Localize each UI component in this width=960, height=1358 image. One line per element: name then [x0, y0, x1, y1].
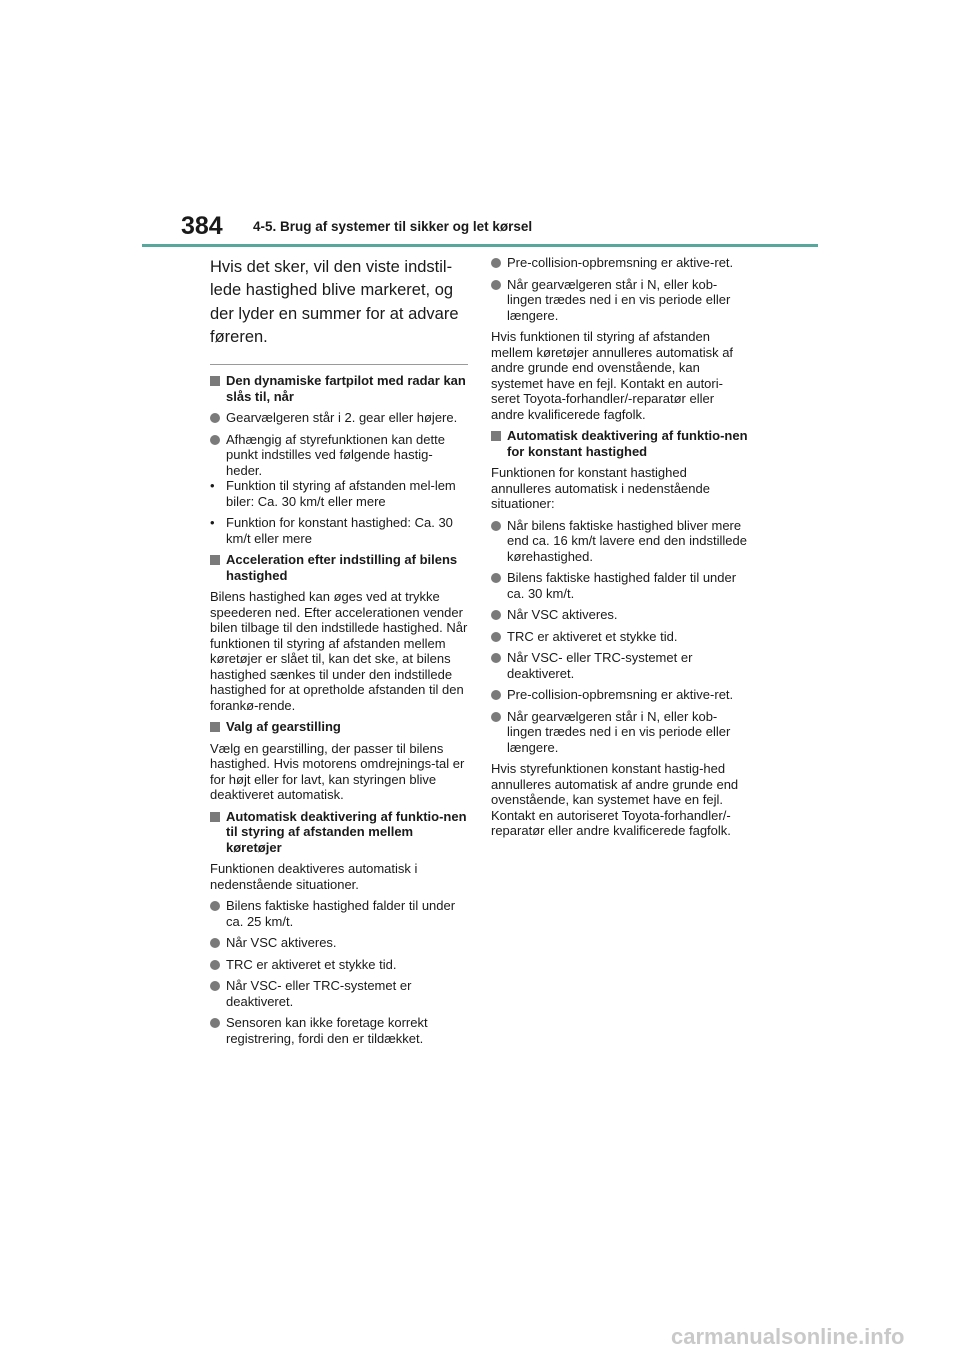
paragraph: Hvis styrefunktionen konstant hastig-hed annulleres automatisk af andre grunde end ovenstående, kan systemet have en fejl. Kontakt en autoriseret Toyota-forhandler/-reparatør eller andre kvalificerede fagfolk. [491, 761, 739, 838]
list-item [491, 687, 749, 703]
list-item-text: Bilens faktiske hastighed falder til under ca. 30 km/t. [507, 570, 737, 601]
dot-marker-icon: • [210, 478, 215, 494]
paragraph: Hvis funktionen til styring af afstanden mellem køretøjer annulleres automatisk af andre grunde end ovenstående, kan systemet have en fejl. Kontakt en autori-seret Toyota-forhandler/-reparatør eller andre kvalificerede fagfolk. [491, 329, 734, 422]
list-item [210, 1015, 468, 1046]
section-heading [210, 719, 468, 735]
watermark: carmanualsonline.info [671, 1324, 905, 1349]
section-heading [210, 809, 468, 856]
list-item-text: Når VSC aktiveres. [507, 607, 618, 622]
circle-bullet-icon [491, 610, 501, 620]
list-item-text: Afhængig af styrefunktionen kan dette punkt indstilles ved følgende hastig-heder. [226, 431, 445, 478]
list-item-text: Når VSC- eller TRC-systemet er deaktiveret. [226, 978, 412, 1009]
square-bullet-icon [210, 555, 220, 565]
heading-text: Automatisk deaktivering af funktio-nen til styring af afstanden mellem køretøjer [226, 808, 467, 855]
sub-list-item-text: Funktion til styring af afstanden mel-lem biler: Ca. 30 km/t eller mere [226, 478, 456, 509]
sub-list-item-text: Funktion for konstant hastighed: Ca. 30 km/t eller mere [226, 515, 453, 546]
section-header-title: 4-5. Brug af systemer til sikker og let kørsel [253, 219, 533, 234]
list-item [210, 978, 468, 1009]
paragraph: Bilens hastighed kan øges ved at trykke speederen ned. Efter accelerationen vender bilen tilbage til den indstillede hastighed. Når funktionen til styring af afstanden mellem køretøjer er slået til, kan det ske, at bilens hastighed sænkes til under den indstillede hastighed for at opretholde afstanden til den forankø-rende. [210, 589, 468, 713]
paragraph: Vælg en gearstilling, der passer til bilens hastighed. Hvis motorens omdrejnings-tal er for højt eller for lavt, kan styringen blive deaktiveret automatisk. [210, 740, 465, 803]
sub-list-item [210, 515, 468, 546]
list-item-text: Gearvælgeren står i 2. gear eller højere. [226, 410, 458, 426]
circle-bullet-icon [491, 280, 501, 290]
list-item-text: Når VSC aktiveres. [226, 935, 337, 951]
square-bullet-icon [210, 376, 220, 386]
circle-bullet-icon [491, 573, 501, 583]
heading-text: Acceleration efter indstilling af bilens hastighed [226, 552, 458, 583]
paragraph: Funktionen for konstant hastighed annulleres automatisk i nedenstående situationer: [491, 465, 710, 511]
list-item [491, 607, 749, 623]
list-item [491, 518, 749, 565]
square-bullet-icon [210, 812, 220, 822]
page-number: 384 [181, 212, 223, 240]
heading-text: Den dynamiske fartpilot med radar kan slås til, når [226, 373, 466, 404]
circle-bullet-icon [491, 653, 501, 663]
list-item-text: Når bilens faktiske hastighed bliver mere end ca. 16 km/t lavere end den indstillede kørehastighed. [507, 517, 747, 564]
list-item [210, 410, 468, 426]
list-item-text: Når VSC- eller TRC-systemet er deaktiveret. [507, 650, 693, 681]
list-item [210, 432, 468, 479]
circle-bullet-icon [210, 901, 220, 911]
list-item-text: Pre-collision-opbremsning er aktive-ret. [507, 687, 734, 702]
circle-bullet-icon [210, 938, 220, 948]
dot-marker-icon: • [210, 515, 215, 531]
square-bullet-icon [491, 431, 501, 441]
list-item-text: Pre-collision-opbremsning er aktive-ret. [507, 255, 734, 270]
section-heading [491, 428, 749, 459]
sub-list-item [210, 478, 468, 509]
list-item [491, 255, 749, 271]
circle-bullet-icon [491, 258, 501, 268]
list-item-text: Når gearvælgeren står i N, eller kob-lingen trædes ned i en vis periode eller længere. [507, 708, 731, 755]
circle-bullet-icon [491, 712, 501, 722]
list-item-text: TRC er aktiveret et stykke tid. [507, 628, 678, 644]
circle-bullet-icon [210, 960, 220, 970]
list-item [491, 709, 749, 756]
circle-bullet-icon [491, 521, 501, 531]
heading-text: Valg af gearstilling [226, 719, 341, 735]
circle-bullet-icon [210, 413, 220, 423]
list-item-text: Sensoren kan ikke foretage korrekt registrering, fordi den er tildækket. [226, 1015, 428, 1046]
circle-bullet-icon [210, 1018, 220, 1028]
section-divider [210, 364, 468, 365]
list-item [491, 629, 749, 645]
circle-bullet-icon [210, 981, 220, 991]
list-item [210, 935, 468, 951]
circle-bullet-icon [210, 435, 220, 445]
section-heading [210, 552, 468, 583]
paragraph: Funktionen deaktiveres automatisk i nedenstående situationer. [210, 861, 418, 892]
square-bullet-icon [210, 722, 220, 732]
section-heading [210, 373, 468, 404]
list-item [491, 650, 749, 681]
list-item [491, 277, 749, 324]
heading-text: Automatisk deaktivering af funktio-nen for konstant hastighed [507, 428, 748, 459]
list-item-text: Når gearvælgeren står i N, eller kob-lingen trædes ned i en vis periode eller længere. [507, 276, 731, 323]
list-item [210, 898, 468, 929]
list-item [491, 570, 749, 601]
header-rule [142, 244, 818, 247]
list-item-text: Bilens faktiske hastighed falder til under ca. 25 km/t. [226, 898, 456, 929]
right-column [491, 255, 749, 845]
circle-bullet-icon [491, 632, 501, 642]
list-item [210, 957, 468, 973]
circle-bullet-icon [491, 690, 501, 700]
intro-paragraph: Hvis det sker, vil den viste indstil-lede hastighed blive markeret, og der lyder en summer for at advare føreren. [210, 258, 459, 346]
left-column [210, 256, 468, 1052]
list-item-text: TRC er aktiveret et stykke tid. [226, 956, 397, 972]
